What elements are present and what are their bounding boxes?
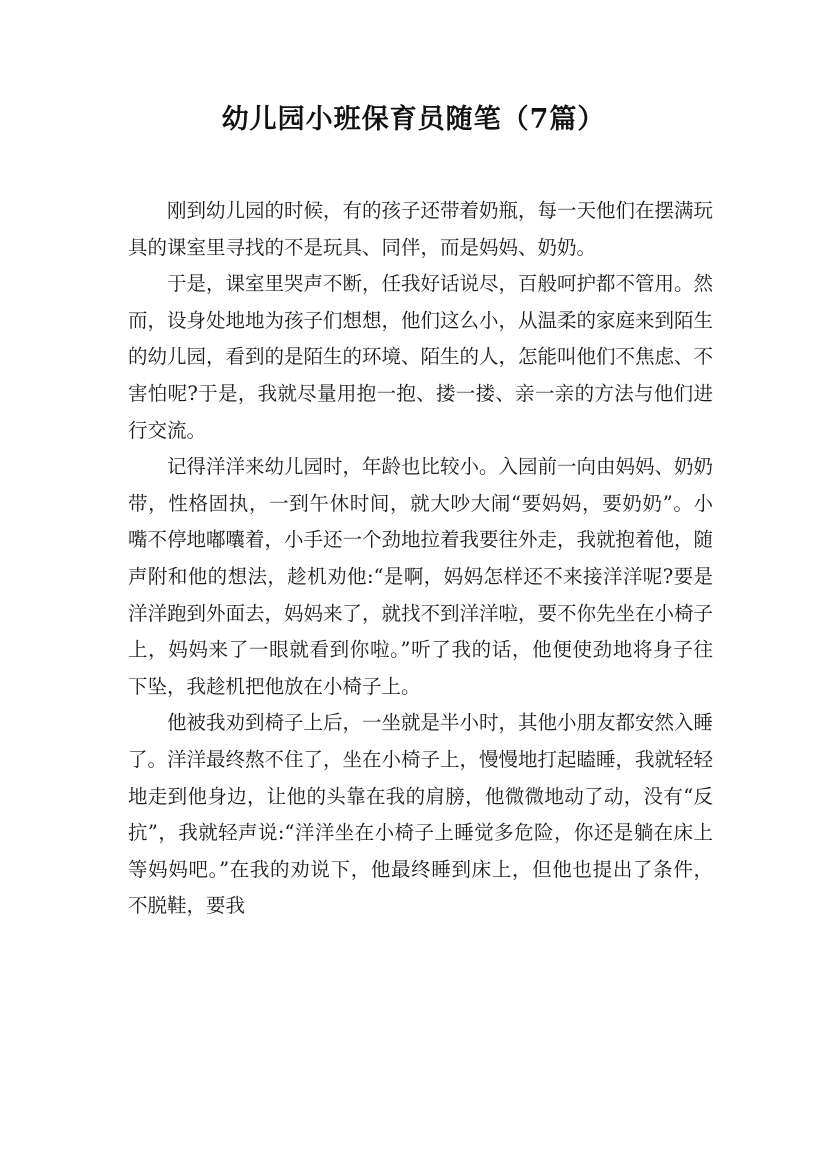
document-title: 幼儿园小班保育员随笔（7篇）: [221, 104, 606, 135]
paragraph-4: 他被我劝到椅子上后，一坐就是半小时，其他小朋友都安然入睡了。洋洋最终熬不住了，坐在小椅子上，慢慢地打起瞌睡，我就轻轻地走到他身边，让他的头靠在我的肩膀，他微微地动了动，没有“反抗”，我就轻声说:“洋洋坐在小椅子上睡觉多危险，你还是躺在床上等妈妈吧。”在我的劝说下，他最终睡到床上，但他也提出了条件，不脱鞋，要我: [128, 711, 714, 918]
paragraph-2: 于是，课室里哭声不断，任我好话说尽，百般呵护都不管用。然而，设身处地地为孩子们想想，他们这么小，从温柔的家庭来到陌生的幼儿园，看到的是陌生的环境、陌生的人，怎能叫他们不焦虑、不害怕呢?于是，我就尽量用抱一抱、搂一搂、亲一亲的方法与他们进行交流。: [128, 272, 714, 442]
paragraph-1: 刚到幼儿园的时候，有的孩子还带着奶瓶，每一天他们在摆满玩具的课室里寻找的不是玩具、同伴，而是妈妈、奶奶。: [128, 199, 714, 259]
paragraph-3: 记得洋洋来幼儿园时，年龄也比较小。入园前一向由妈妈、奶奶带，性格固执，一到午休时间，就大吵大闹“要妈妈，要奶奶”。小嘴不停地嘟囔着，小手还一个劲地拉着我要往外走，我就抱着他，随声附和他的想法，趁机劝他:“是啊，妈妈怎样还不来接洋洋呢?要是洋洋跑到外面去，妈妈来了，就找不到洋洋啦，要不你先坐在小椅子上，妈妈来了一眼就看到你啦。”听了我的话，他便使劲地将身子往下坠，我趁机把他放在小椅子上。: [128, 455, 714, 698]
document-body: [128, 193, 713, 925]
